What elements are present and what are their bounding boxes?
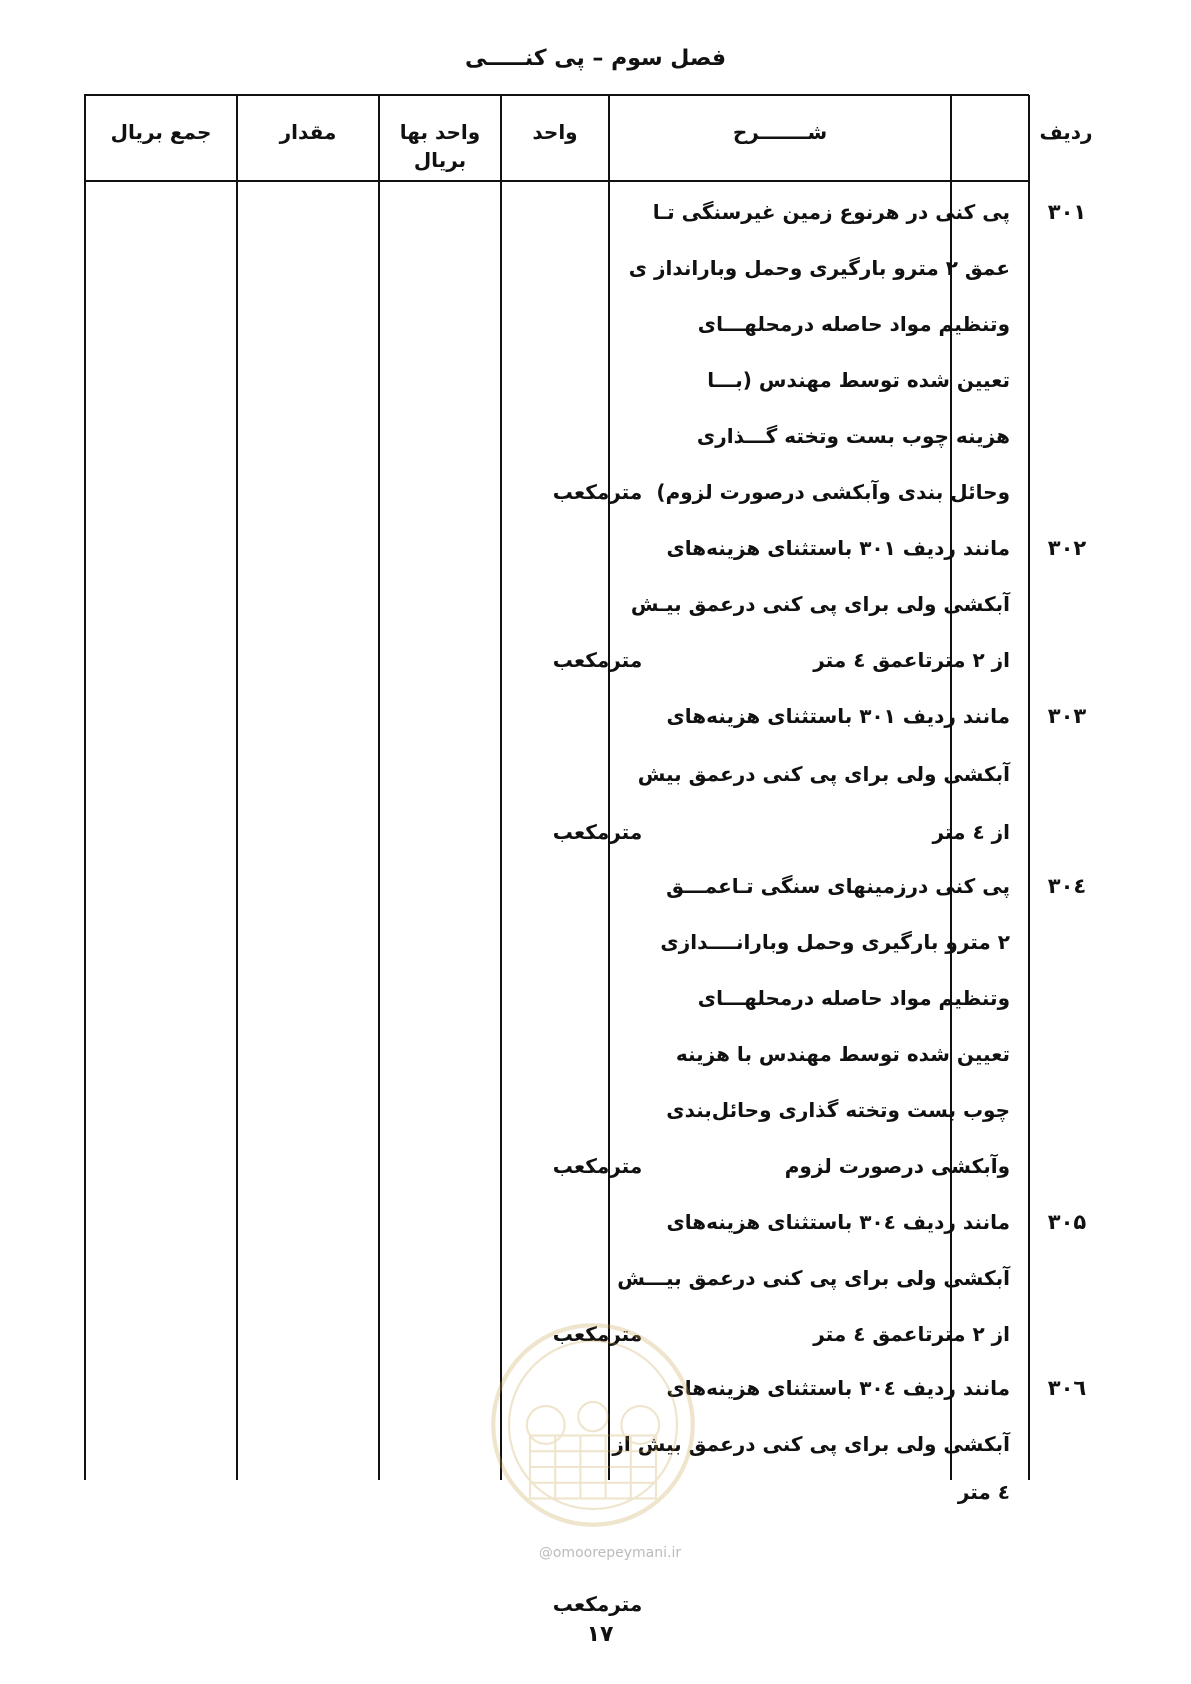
description-line: مانند ردیف ۳۰۱ باستثنای هزینه‌های bbox=[666, 704, 1010, 728]
description-line: تعیین شده توسط مهندس با هزینه bbox=[675, 1042, 1010, 1066]
column-divider bbox=[1028, 95, 1030, 1480]
description-line: از ۲ مترتاعمق ٤ متر bbox=[813, 648, 1010, 672]
unit-cell: مترمکعب bbox=[552, 1322, 643, 1346]
description-line: ۲ مترو بارگیری وحمل وبارانــــدازی bbox=[660, 930, 1010, 954]
row-number: ۳۰٤ bbox=[1047, 874, 1087, 898]
header-total: جمع بریال bbox=[110, 120, 212, 144]
description-line: آبکشی ولی برای پی کنی درعمق بیش از bbox=[612, 1432, 1010, 1456]
unit-cell: مترمکعب bbox=[552, 480, 643, 504]
description-line: از ۲ مترتاعمق ٤ متر bbox=[813, 1322, 1010, 1346]
row-number: ۳۰۵ bbox=[1047, 1210, 1087, 1234]
description-line: پی کنی در هرنوع زمین غیرسنگی تـا bbox=[652, 200, 1010, 224]
description-line: آبکشی ولی برای پی کنی درعمق بیـش bbox=[630, 592, 1010, 616]
description-line: چوب بست وتخته گذاری وحائل‌بندی bbox=[666, 1098, 1010, 1122]
row-number: ۳۰٦ bbox=[1047, 1376, 1087, 1400]
header-description: شـــــــرح bbox=[732, 120, 828, 144]
watermark-text: @omoorepeymani.ir bbox=[538, 1545, 682, 1561]
column-divider bbox=[84, 95, 86, 1480]
description-line: وآبکشی درصورت لزوم bbox=[784, 1154, 1010, 1178]
column-divider bbox=[236, 95, 238, 1480]
unit-cell: مترمکعب bbox=[552, 1592, 643, 1616]
description-line: مانند ردیف ۳۰٤ باستثنای هزینه‌های bbox=[666, 1376, 1010, 1400]
description-line: تعیین شده توسط مهندس (بـــا bbox=[707, 368, 1010, 392]
header-unit-price-line1: واحد بها bbox=[399, 120, 481, 144]
description-line: وتنظیم مواد حاصله درمحلهـــای bbox=[697, 312, 1010, 336]
header-unit-price-line2: بریال bbox=[413, 148, 467, 172]
row-number: ۳۰۳ bbox=[1047, 704, 1087, 728]
description-line: مانند ردیف ۳۰۱ باستثنای هزینه‌های bbox=[666, 536, 1010, 560]
page-title: فصل سوم – پی کنـــــی bbox=[464, 46, 727, 71]
unit-cell: مترمکعب bbox=[552, 648, 643, 672]
unit-cell: مترمکعب bbox=[552, 1154, 643, 1178]
watermark-seal-icon bbox=[488, 1320, 698, 1530]
unit-cell: مترمکعب bbox=[552, 820, 643, 844]
description-line: ٤ متر bbox=[957, 1480, 1010, 1504]
table-top-border bbox=[84, 94, 1029, 96]
header-unit: واحد bbox=[532, 120, 578, 144]
description-line: وحائل بندی وآبکشی درصورت لزوم) bbox=[656, 480, 1010, 504]
row-number: ۳۰۲ bbox=[1047, 536, 1087, 560]
description-line: عمق ۲ مترو بارگیری وحمل وبارانداز ی bbox=[628, 256, 1010, 280]
description-line: پی کنی درزمینهای سنگی تـاعمـــق bbox=[666, 874, 1010, 898]
page-number: ۱۷ bbox=[586, 1622, 614, 1647]
row-number: ۳۰۱ bbox=[1047, 200, 1087, 224]
column-divider bbox=[608, 95, 610, 1480]
description-line: آبکشی ولی برای پی کنی درعمق بیش bbox=[637, 762, 1010, 786]
description-line: از ٤ متر bbox=[932, 820, 1010, 844]
header-row: ردیف bbox=[1039, 120, 1093, 144]
column-divider bbox=[500, 95, 502, 1480]
description-line: هزینه چوب بست وتخته گـــذاری bbox=[696, 424, 1010, 448]
table-header-divider bbox=[84, 180, 1029, 182]
header-unit-price bbox=[380, 118, 500, 174]
column-divider bbox=[378, 95, 380, 1480]
description-line: آبکشی ولی برای پی کنی درعمق بیـــش bbox=[617, 1266, 1010, 1290]
header-quantity: مقدار bbox=[279, 120, 337, 144]
description-line: وتنظیم مواد حاصله درمحلهـــای bbox=[697, 986, 1010, 1010]
description-line: مانند ردیف ۳۰٤ باستثنای هزینه‌های bbox=[666, 1210, 1010, 1234]
